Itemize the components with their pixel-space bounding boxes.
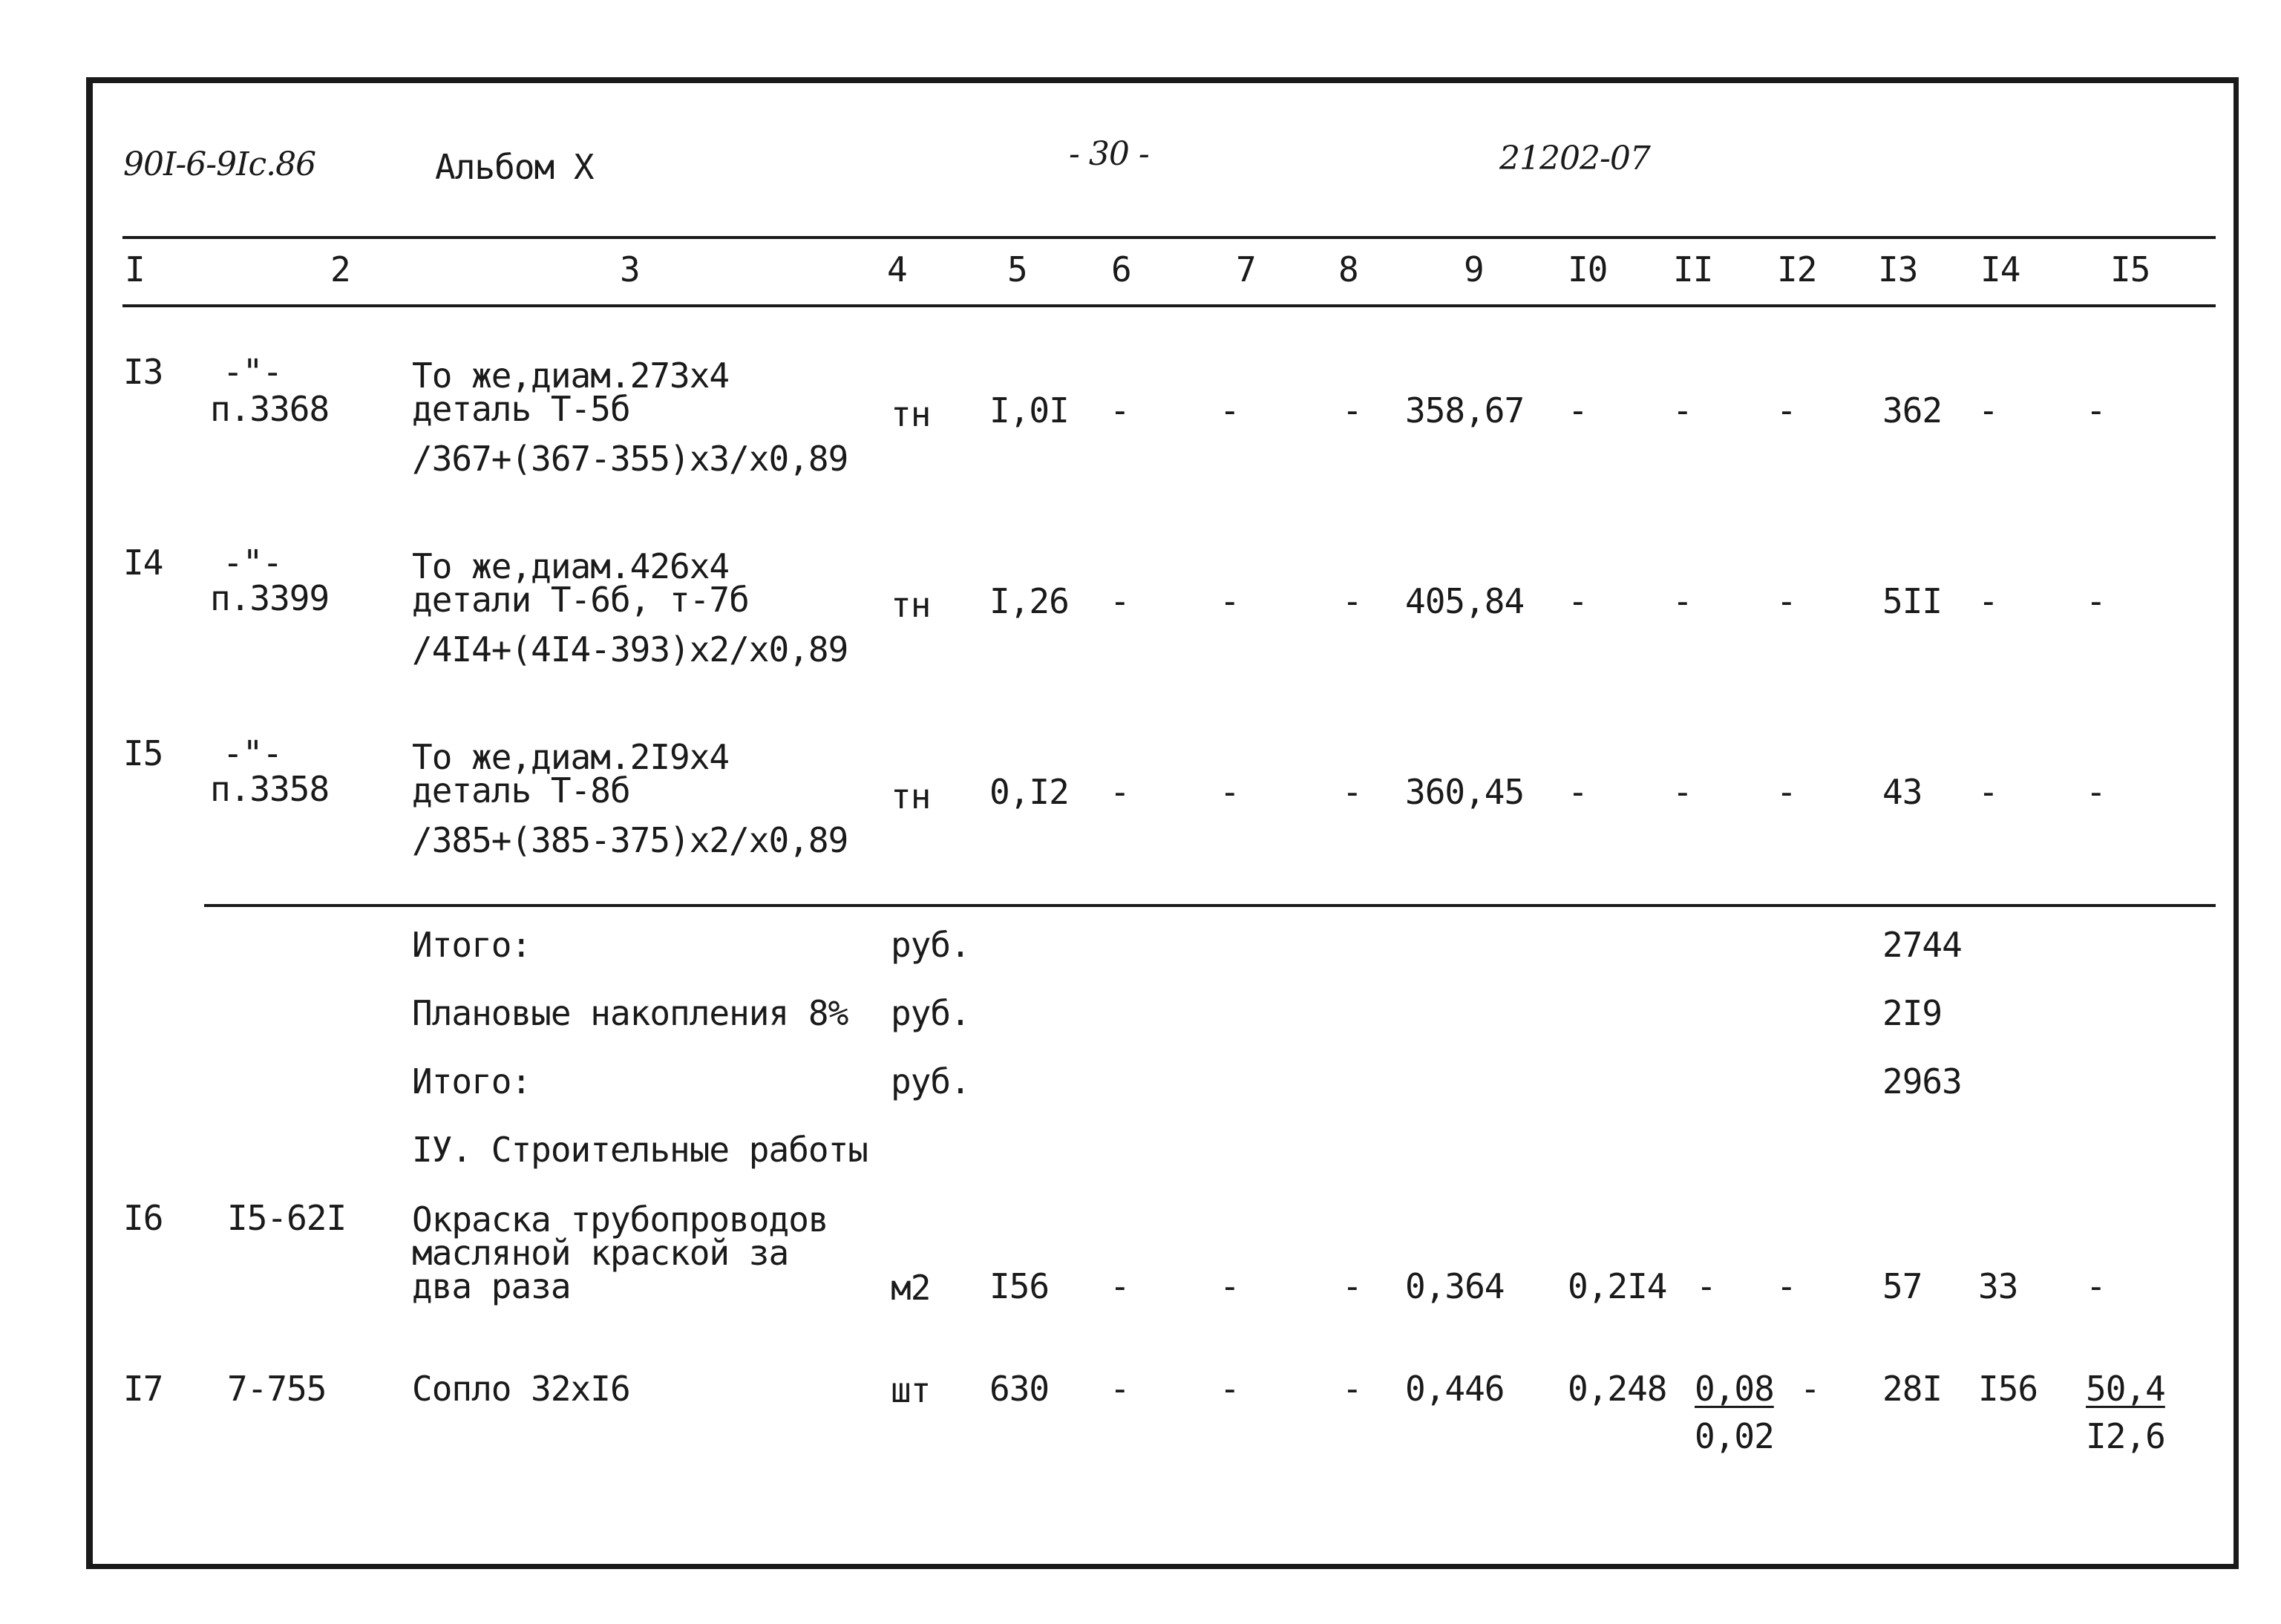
cell-12: - bbox=[1776, 1266, 1796, 1306]
cell-10: 0,248 bbox=[1568, 1369, 1667, 1409]
header-top-rule bbox=[122, 236, 2216, 239]
cell-7: - bbox=[1220, 1266, 1240, 1306]
cell-9: 0,364 bbox=[1405, 1266, 1505, 1306]
col-header-3: 3 bbox=[620, 249, 640, 289]
cell-9: 358,67 bbox=[1405, 390, 1525, 430]
cell-15: - bbox=[2086, 1266, 2106, 1306]
desc-line-3: /367+(367-355)х3/х0,89 bbox=[412, 439, 848, 479]
cell-14: I56 bbox=[1978, 1369, 2038, 1409]
cell-8: - bbox=[1342, 581, 1362, 621]
cell-7: - bbox=[1220, 390, 1240, 430]
grand-total-value: 2963 bbox=[1882, 1061, 1962, 1101]
cell-6: - bbox=[1110, 1266, 1130, 1306]
ditto-mark: -"- bbox=[223, 352, 283, 392]
cell-12: - bbox=[1776, 581, 1796, 621]
desc-line-1: Сопло 32хI6 bbox=[412, 1369, 630, 1409]
cell-6: - bbox=[1110, 581, 1130, 621]
desc-line-2: масляной краской за bbox=[412, 1233, 789, 1273]
cell-11-denominator: 0,02 bbox=[1695, 1416, 1774, 1456]
col-header-1: I bbox=[125, 249, 145, 289]
desc-line-1: То же,диам.426х4 bbox=[412, 546, 730, 586]
cell-13: 57 bbox=[1882, 1266, 1922, 1306]
cell-14: - bbox=[1978, 772, 1998, 812]
planned-savings-label: Плановые накопления 8% bbox=[412, 993, 848, 1033]
page-number: - 30 - bbox=[1069, 135, 1149, 173]
col-header-10: I0 bbox=[1568, 249, 1608, 289]
cell-9: 405,84 bbox=[1405, 581, 1525, 621]
unit: шт bbox=[891, 1370, 931, 1410]
cell-7: - bbox=[1220, 581, 1240, 621]
album-label: Альбом X bbox=[435, 147, 594, 187]
col-header-9: 9 bbox=[1464, 249, 1484, 289]
row-number: I3 bbox=[123, 352, 163, 392]
quantity: 0,I2 bbox=[989, 772, 1069, 812]
cell-8: - bbox=[1342, 390, 1362, 430]
cell-9: 360,45 bbox=[1405, 772, 1525, 812]
cell-10: - bbox=[1568, 390, 1588, 430]
cell-13: 28I bbox=[1882, 1369, 1943, 1409]
cell-15: - bbox=[2086, 581, 2106, 621]
cell-11: - bbox=[1696, 1266, 1716, 1306]
norm-code: I5-62I bbox=[227, 1198, 347, 1238]
col-header-14: I4 bbox=[1980, 249, 2020, 289]
cell-14: - bbox=[1978, 581, 1998, 621]
header-bottom-rule bbox=[122, 304, 2216, 307]
desc-line-3: /385+(385-375)х2/х0,89 bbox=[412, 820, 848, 860]
grand-total-unit: руб. bbox=[891, 1061, 970, 1101]
cell-7: - bbox=[1220, 1369, 1240, 1409]
total-label: Итого: bbox=[412, 925, 531, 965]
row-number: I4 bbox=[123, 543, 163, 583]
col-header-15: I5 bbox=[2110, 249, 2150, 289]
cell-6: - bbox=[1110, 390, 1130, 430]
total-value: 2744 bbox=[1882, 925, 1962, 965]
norm-code: п.3368 bbox=[210, 389, 330, 429]
cell-10: - bbox=[1568, 581, 1588, 621]
cell-6: - bbox=[1110, 1369, 1130, 1409]
total-unit: руб. bbox=[891, 925, 970, 965]
desc-line-1: Окраска трубопроводов bbox=[412, 1199, 828, 1240]
cell-13: 362 bbox=[1882, 390, 1943, 430]
unit: тн bbox=[891, 585, 931, 625]
cell-14: 33 bbox=[1978, 1266, 2018, 1306]
unit: м2 bbox=[891, 1268, 931, 1308]
norm-code: п.3399 bbox=[210, 578, 330, 618]
col-header-11: II bbox=[1673, 249, 1713, 289]
cell-11: - bbox=[1672, 390, 1692, 430]
row-number: I5 bbox=[123, 733, 163, 773]
row-number: I7 bbox=[123, 1369, 163, 1409]
totals-rule bbox=[204, 904, 2216, 907]
cell-15: - bbox=[2086, 772, 2106, 812]
norm-code: п.3358 bbox=[210, 769, 330, 809]
col-header-4: 4 bbox=[887, 249, 907, 289]
col-header-13: I3 bbox=[1878, 249, 1918, 289]
planned-savings-value: 2I9 bbox=[1882, 993, 1943, 1033]
quantity: I,0I bbox=[989, 390, 1069, 430]
cell-15-denominator: I2,6 bbox=[2086, 1416, 2165, 1456]
cell-10: 0,2I4 bbox=[1568, 1266, 1667, 1306]
grand-total-label: Итого: bbox=[412, 1061, 531, 1101]
cell-10: - bbox=[1568, 772, 1588, 812]
cell-12: - bbox=[1776, 390, 1796, 430]
doc-number: 90I-6-9Iс.86 bbox=[123, 145, 316, 183]
row-number: I6 bbox=[123, 1198, 163, 1238]
cell-13: 43 bbox=[1882, 772, 1922, 812]
col-header-5: 5 bbox=[1007, 249, 1027, 289]
cell-6: - bbox=[1110, 772, 1130, 812]
document-frame bbox=[86, 77, 2239, 1569]
cell-9: 0,446 bbox=[1405, 1369, 1505, 1409]
ditto-mark: -"- bbox=[223, 543, 283, 583]
col-header-7: 7 bbox=[1236, 249, 1256, 289]
col-header-6: 6 bbox=[1111, 249, 1131, 289]
planned-savings-unit: руб. bbox=[891, 993, 970, 1033]
col-header-8: 8 bbox=[1338, 249, 1358, 289]
cell-11: - bbox=[1672, 772, 1692, 812]
desc-line-2: деталь Т-8б bbox=[412, 770, 630, 811]
col-header-2: 2 bbox=[330, 249, 350, 289]
section-title: IУ. Строительные работы bbox=[412, 1130, 868, 1170]
desc-line-1: То же,диам.2I9х4 bbox=[412, 737, 730, 777]
quantity: I,26 bbox=[989, 581, 1069, 621]
cell-15: - bbox=[2086, 390, 2106, 430]
desc-line-3: два раза bbox=[412, 1266, 571, 1306]
desc-line-2: детали Т-6б, т-7б bbox=[412, 580, 749, 620]
cell-13: 5II bbox=[1882, 581, 1943, 621]
unit: тн bbox=[891, 394, 931, 434]
cell-14: - bbox=[1978, 390, 1998, 430]
norm-code: 7-755 bbox=[227, 1369, 327, 1409]
quantity: I56 bbox=[989, 1266, 1050, 1306]
cell-7: - bbox=[1220, 772, 1240, 812]
document-code: 21202-07 bbox=[1499, 140, 1650, 177]
cell-12: - bbox=[1776, 772, 1796, 812]
ditto-mark: -"- bbox=[223, 733, 283, 773]
cell-11: - bbox=[1672, 581, 1692, 621]
unit: тн bbox=[891, 776, 931, 816]
cell-8: - bbox=[1342, 772, 1362, 812]
cell-8: - bbox=[1342, 1266, 1362, 1306]
col-header-12: I2 bbox=[1777, 249, 1817, 289]
desc-line-2: деталь Т-5б bbox=[412, 389, 630, 429]
cell-15-numerator: 50,4 bbox=[2086, 1369, 2165, 1409]
cell-8: - bbox=[1342, 1369, 1362, 1409]
cell-12: - bbox=[1800, 1369, 1820, 1409]
desc-line-1: То же,диам.273х4 bbox=[412, 356, 730, 396]
quantity: 630 bbox=[989, 1369, 1050, 1409]
desc-line-3: /4I4+(4I4-393)х2/х0,89 bbox=[412, 629, 848, 669]
cell-11-numerator: 0,08 bbox=[1695, 1369, 1774, 1409]
